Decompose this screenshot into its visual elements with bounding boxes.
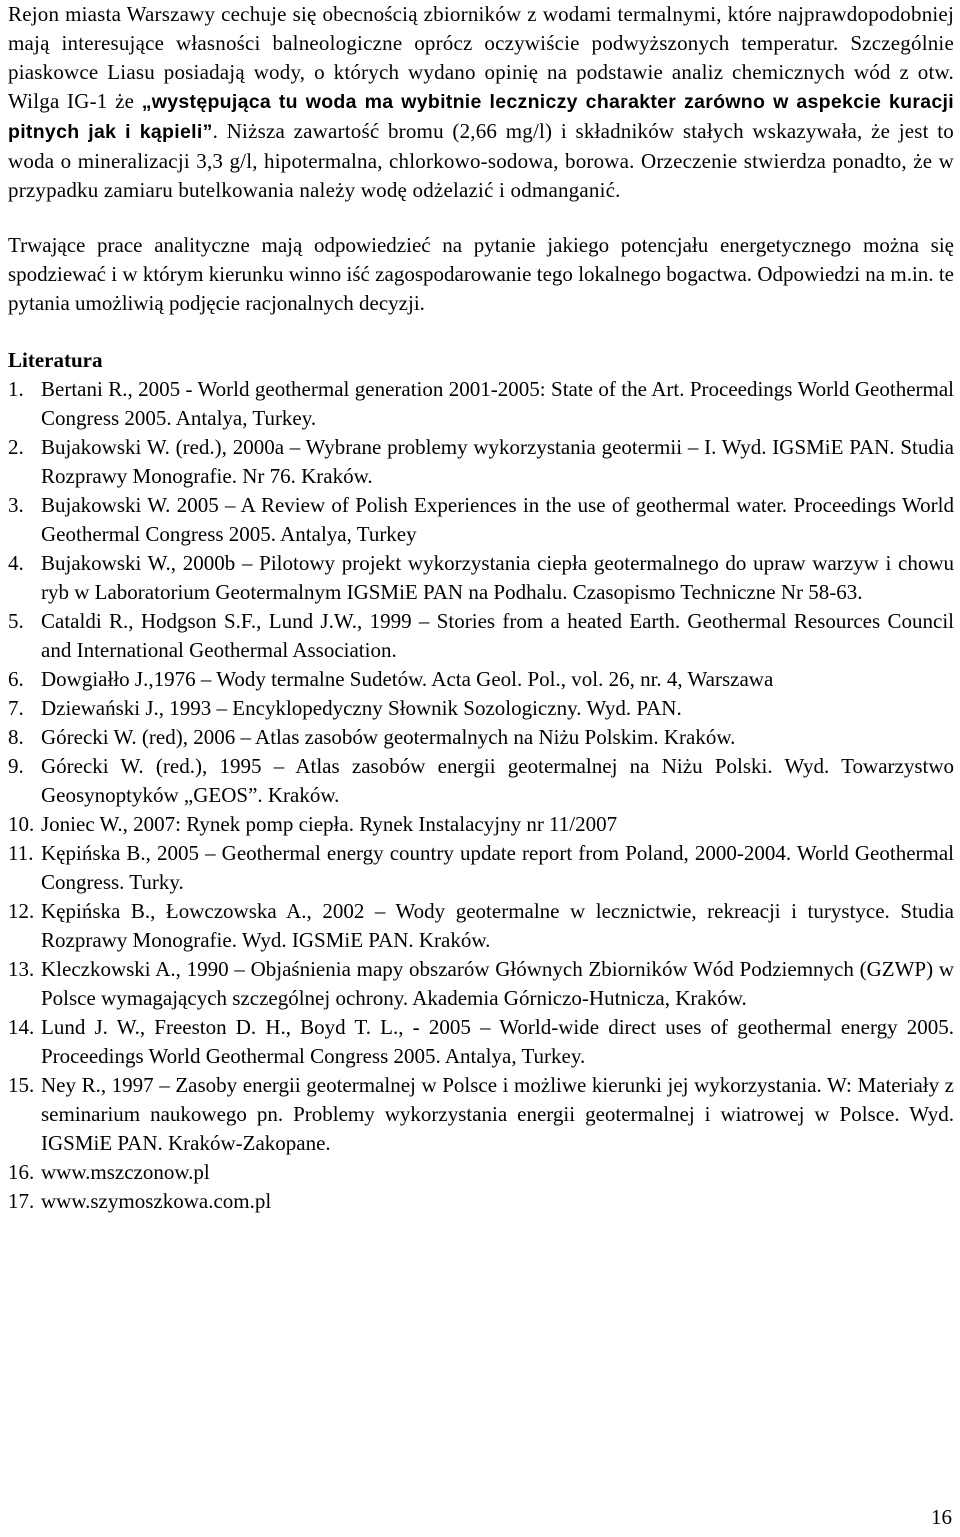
reference-text: Kępińska B., Łowczowska A., 2002 – Wody geotermalne w lecznictwie, rekreacji i turystyce. Studia Rozprawy Monografie. Wyd. IGSMiE PAN. Kraków. xyxy=(41,899,954,952)
reference-item xyxy=(8,723,954,752)
reference-text: Górecki W. (red.), 1995 – Atlas zasobów energii geotermalnej na Niżu Polski. Wyd. Towarzystwo Geosynoptyków „GEOS”. Kraków. xyxy=(41,754,954,807)
reference-item xyxy=(8,1158,954,1187)
reference-number: 13. xyxy=(8,957,35,981)
reference-text: Kleczkowski A., 1990 – Objaśnienia mapy obszarów Głównych Zbiorników Wód Podziemnych (GZWP) w Polsce wymagających szczególnej ochrony. Akademia Górniczo-Hutnicza, Kraków. xyxy=(41,957,954,1010)
reference-number: 9. xyxy=(8,754,24,778)
reference-link: www.mszczonow.pl xyxy=(41,1160,210,1184)
reference-text: Górecki W. (red), 2006 – Atlas zasobów geotermalnych na Niżu Polskim. Kraków. xyxy=(41,725,736,749)
paragraph-thermal-waters xyxy=(8,0,954,205)
reference-item xyxy=(8,1187,954,1216)
reference-number: 11. xyxy=(8,841,34,865)
reference-text: Bujakowski W., 2000b – Pilotowy projekt wykorzystania ciepła geotermalnego do upraw warzyw i chowu ryb w Laboratorium Geotermalnym IGSMiE PAN na Podhalu. Czasopismo Techniczne Nr 58-63. xyxy=(41,551,954,604)
reference-number: 3. xyxy=(8,493,24,517)
reference-text: Bertani R., 2005 - World geothermal generation 2001-2005: State of the Art. Proceedings World Geothermal Congress 2005. Antalya, Turkey. xyxy=(41,377,954,430)
reference-number: 16. xyxy=(8,1160,35,1184)
reference-item xyxy=(8,665,954,694)
reference-item xyxy=(8,1013,954,1071)
reference-text: Ney R., 1997 – Zasoby energii geotermalnej w Polsce i możliwe kierunki jej wykorzystania. W: Materiały z seminarium naukowego pn. Problemy wykorzystania energii geotermalnej i wiatrowej w Polsce. Wyd. IGSMiE PAN. Kraków-Zakopane. xyxy=(41,1073,954,1155)
literature-heading: Literatura xyxy=(8,348,103,372)
reference-number: 14. xyxy=(8,1015,35,1039)
reference-text: Lund J. W., Freeston D. H., Boyd T. L., - 2005 – World-wide direct uses of geothermal energy 2005. Proceedings World Geothermal Congress 2005. Antalya, Turkey. xyxy=(41,1015,954,1068)
reference-item xyxy=(8,897,954,955)
paragraph-analytical-work: Trwające prace analityczne mają odpowiedzieć na pytanie jakiego potencjału energetycznego można się spodziewać i w którym kierunku winno iść zagospodarowanie tego lokalnego bogactwa. Odpowiedzi na m.in. te pytania umożliwią podjęcie racjonalnych decyzji. xyxy=(8,233,954,315)
reference-item xyxy=(8,433,954,491)
document-page xyxy=(8,0,954,1216)
reference-item xyxy=(8,694,954,723)
reference-text: Dowgiałło J.,1976 – Wody termalne Sudetów. Acta Geol. Pol., vol. 26, nr. 4, Warszawa xyxy=(41,667,774,691)
reference-number: 2. xyxy=(8,435,24,459)
page-number: 16 xyxy=(931,1505,952,1529)
reference-item xyxy=(8,752,954,810)
reference-text: Bujakowski W. 2005 – A Review of Polish Experiences in the use of geothermal water. Proceedings World Geothermal Congress 2005. Antalya, Turkey xyxy=(41,493,954,546)
reference-number: 15. xyxy=(8,1073,35,1097)
reference-item xyxy=(8,375,954,433)
reference-text: Cataldi R., Hodgson S.F., Lund J.W., 1999 – Stories from a heated Earth. Geothermal Resources Council and International Geothermal Association. xyxy=(41,609,954,662)
reference-link: www.szymoszkowa.com.pl xyxy=(41,1189,272,1213)
reference-item xyxy=(8,491,954,549)
reference-number: 12. xyxy=(8,899,35,923)
reference-item xyxy=(8,1071,954,1158)
reference-item xyxy=(8,549,954,607)
reference-item xyxy=(8,810,954,839)
references-list xyxy=(8,375,954,1216)
reference-number: 10. xyxy=(8,812,35,836)
reference-item xyxy=(8,839,954,897)
reference-text: Dziewański J., 1993 – Encyklopedyczny Słownik Sozologiczny. Wyd. PAN. xyxy=(41,696,682,720)
reference-item xyxy=(8,955,954,1013)
reference-number: 7. xyxy=(8,696,24,720)
paragraph-thermal-waters-end: . Niższa zawartość bromu (2,66 mg/l) i składników stałych wskazywała, że jest to woda o mineralizacji 3,3 g/l, hipotermalna, chlorkowo-sodowa, borowa. Orzeczenie stwierdza ponadto, że w przypadku zamiaru butelkowania należy wodę odżelazić i odmanganić. xyxy=(8,119,954,202)
reference-text: Joniec W., 2007: Rynek pomp ciepła. Rynek Instalacyjny nr 11/2007 xyxy=(41,812,618,836)
reference-number: 4. xyxy=(8,551,24,575)
reference-item xyxy=(8,607,954,665)
reference-text: Bujakowski W. (red.), 2000a – Wybrane problemy wykorzystania geotermii – I. Wyd. IGSMiE PAN. Studia Rozprawy Monografie. Nr 76. Kraków. xyxy=(41,435,954,488)
paragraph-thermal-waters-start: Rejon miasta Warszawy cechuje się obecnością zbiorników z wodami termalnymi, które najprawdopodobniej mają interesujące własności balneologiczne oprócz oczywiście podwyższonych temperatur. Szczególnie piaskowce Liasu posiadają wody, o których wydano opinię na podstawie analiz chemicznych wód z otw. Wilga IG-1 że xyxy=(8,2,954,113)
reference-number: 1. xyxy=(8,377,24,401)
reference-number: 8. xyxy=(8,725,24,749)
reference-number: 17. xyxy=(8,1189,35,1213)
reference-number: 6. xyxy=(8,667,24,691)
reference-text: Kępińska B., 2005 – Geothermal energy country update report from Poland, 2000-2004. World Geothermal Congress. Turky. xyxy=(41,841,954,894)
reference-number: 5. xyxy=(8,609,24,633)
paragraph-thermal-waters-quote: „występująca tu woda ma wybitnie leczniczy charakter zarówno w aspekcie kuracji pitnych jak i kąpieli” xyxy=(8,91,954,143)
